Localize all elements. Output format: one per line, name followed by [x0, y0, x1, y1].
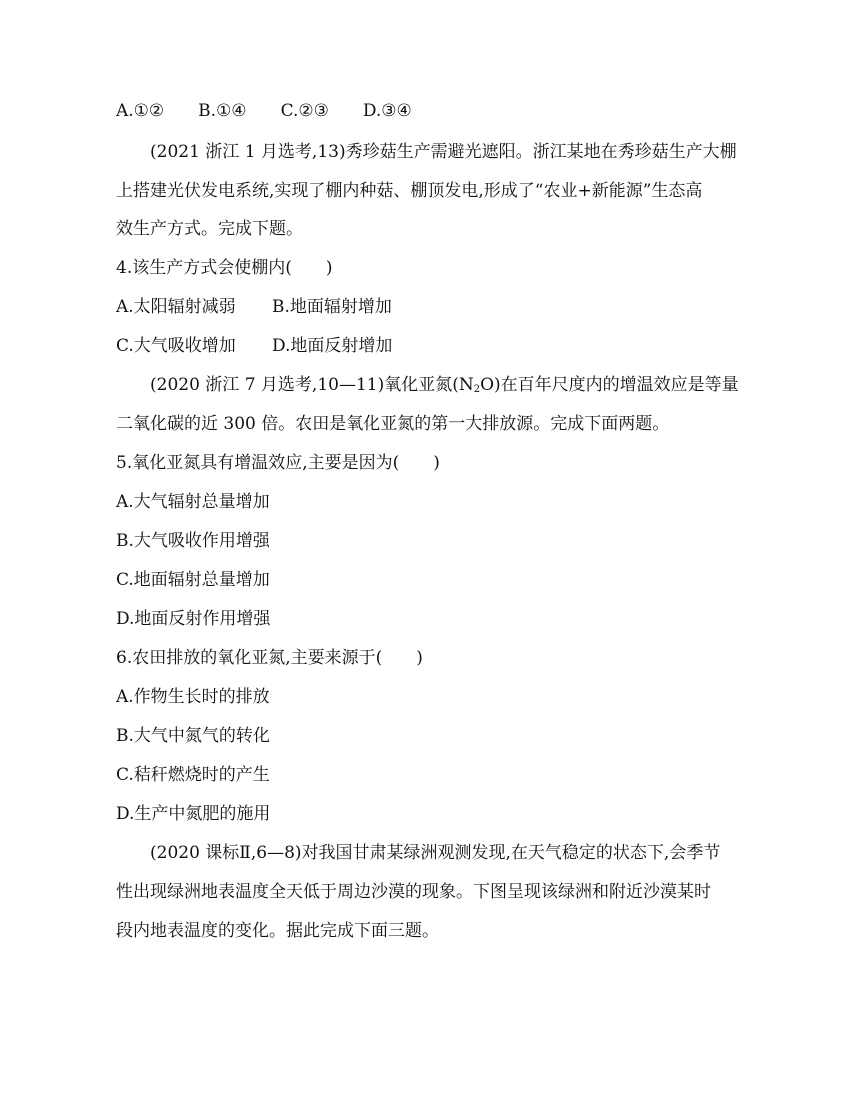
q4-options-row2	[116, 335, 392, 357]
option-a: A.①②	[116, 101, 165, 121]
intro-options	[116, 100, 412, 122]
q4-option-c: C.大气吸收增加	[116, 336, 236, 356]
passage1-line3: 效生产方式。完成下题。	[116, 219, 303, 239]
q5-option-c: C.地面辐射总量增加	[116, 570, 270, 590]
q6-option-b: B.大气中氮气的转化	[116, 726, 270, 746]
passage3-line1: (2020 课标Ⅱ,6—8)对我国甘肃某绿洲观测发现,在天气稳定的状态下,会季节	[150, 843, 721, 863]
q6-stem: 6.农田排放的氧化亚氮,主要来源于( )	[116, 648, 423, 668]
passage2-line1-text-cont: O)在百年尺度内的增温效应是等量	[480, 375, 739, 395]
q4-option-d: D.地面反射增加	[272, 336, 393, 356]
q6-option-a: A.作物生长时的排放	[116, 687, 270, 707]
q5-stem: 5.氧化亚氮具有增温效应,主要是因为( )	[116, 453, 440, 473]
passage1-line2: 上搭建光伏发电系统,实现了棚内种菇、棚顶发电,形成了“农业+新能源”生态高	[116, 181, 703, 201]
passage2-line2: 二氧化碳的近 300 倍。农田是氧化亚氮的第一大排放源。完成下面两题。	[116, 414, 670, 434]
passage3-line3: 段内地表温度的变化。据此完成下面三题。	[116, 921, 439, 941]
passage2-line1	[150, 374, 739, 396]
option-b: B.①④	[198, 101, 247, 121]
q5-option-b: B.大气吸收作用增强	[116, 531, 270, 551]
q5-option-d: D.地面反射作用增强	[116, 609, 271, 629]
q4-options-row1	[116, 296, 392, 318]
q6-option-d: D.生产中氮肥的施用	[116, 804, 271, 824]
passage3-line2: 性出现绿洲地表温度全天低于周边沙漠的现象。下图呈现该绿洲和附近沙漠某时	[116, 882, 711, 902]
option-d: D.③④	[362, 101, 412, 121]
q4-stem: 4.该生产方式会使棚内( )	[116, 258, 333, 278]
passage2-subscript: 2	[473, 384, 481, 395]
passage1-line1: (2021 浙江 1 月选考,13)秀珍菇生产需避光遮阳。浙江某地在秀珍菇生产大棚	[150, 142, 737, 162]
passage2-line1-text: (2020 浙江 7 月选考,10—11)氧化亚氮(N	[150, 375, 474, 395]
option-c: C.②③	[280, 101, 329, 121]
q4-option-b: B.地面辐射增加	[272, 297, 392, 317]
q4-option-a: A.太阳辐射减弱	[116, 297, 236, 317]
q5-option-a: A.大气辐射总量增加	[116, 492, 270, 512]
q6-option-c: C.秸秆燃烧时的产生	[116, 765, 270, 785]
